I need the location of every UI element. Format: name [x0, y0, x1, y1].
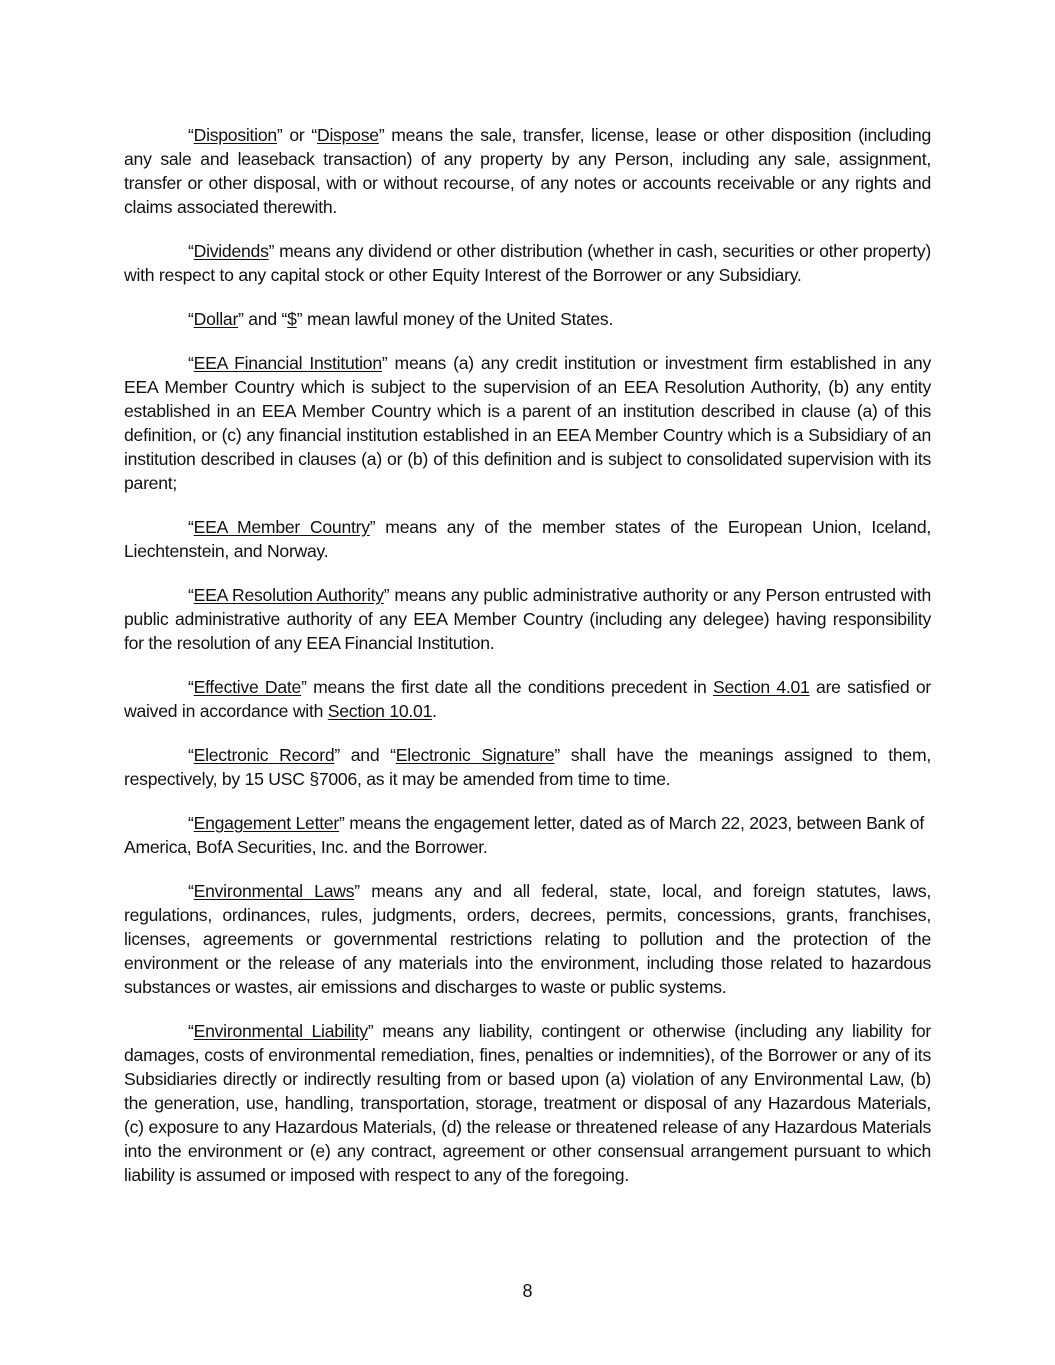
definition-eea-member-country: “EEA Member Country” means any of the member states of the European Union, Iceland, Liechtenstein, and Norway. — [124, 517, 931, 561]
definition-dollar: “Dollar” and “$” mean lawful money of the United States. — [188, 309, 614, 329]
definition-environmental-liability: “Environmental Liability” means any liability, contingent or otherwise (including any liability for damages, costs of environmental remediation, fines, penalties or indemnities), of the Borrower or any of its Subsidiaries directly or indirectly resulting from or based upon (a) violation of any Environmental Law, (b) the generation, use, handling, transportation, storage, treatment or disposal of any Hazardous Materials, (c) exposure to any Hazardous Materials, (d) the release or threatened release of any Hazardous Materials into the environment or (e) any contract, agreement or other consensual arrangement pursuant to which liability is assumed or imposed with respect to any of the foregoing. — [124, 1021, 931, 1185]
defined-term-disposition: Disposition — [193, 125, 277, 145]
defined-term-dollar: Dollar — [193, 309, 239, 329]
defined-term-electronic-signature: Electronic Signature — [395, 745, 555, 765]
definition-eea-financial-institution: “EEA Financial Institution” means (a) any credit institution or investment firm established in any EEA Member Country which is subject to the supervision of an EEA Resolution Authority, (b) any entity established in an EEA Member Country which is a parent of an institution described in clause (a) of this definition, or (c) any financial institution established in an EEA Member Country which is a Subsidiary of an institution described in clauses (a) or (b) of this definition and is subject to consolidated supervision with its parent; — [124, 353, 931, 493]
defined-term-eea-resolution-authority: EEA Resolution Authority — [193, 585, 384, 605]
defined-term-effective-date: Effective Date — [193, 677, 302, 697]
defined-term-electronic-record: Electronic Record — [193, 745, 335, 765]
page-number: 8 — [522, 1281, 533, 1301]
definition-eea-resolution-authority: “EEA Resolution Authority” means any public administrative authority or any Person entrusted with public administrative authority of any EEA Member Country (including any delegee) having responsibility for the resolution of any EEA Financial Institution. — [124, 585, 931, 653]
defined-term-eea-member-country: EEA Member Country — [193, 517, 370, 537]
definition-effective-date: “Effective Date” means the first date all the conditions precedent in Section 4.01 are satisfied or waived in accordance with Section 10.01. — [124, 677, 931, 721]
defined-term-dividends: Dividends — [193, 241, 269, 261]
defined-term-dollar-sign: $ — [287, 309, 297, 329]
definition-disposition: “Disposition” or “Dispose” means the sale, transfer, license, lease or other disposition (including any sale and leaseback transaction) of any property by any Person, including any sale, assignment, transfer or other disposal, with or without recourse, of any notes or accounts receivable or any rights and claims associated therewith. — [124, 125, 931, 217]
definitions-section — [124, 123, 931, 1207]
defined-term-environmental-liability: Environmental Liability — [193, 1021, 368, 1041]
definition-engagement-letter: “Engagement Letter” means the engagement letter, dated as of March 22, 2023, between Bank of America, BofA Securities, Inc. and the Borrower. — [124, 813, 924, 857]
section-10-01-reference: Section 10.01 — [327, 701, 433, 721]
defined-term-dispose: Dispose — [316, 125, 379, 145]
section-4-01-reference: Section 4.01 — [713, 677, 810, 697]
definition-electronic-record: “Electronic Record” and “Electronic Signature” shall have the meanings assigned to them, respectively, by 15 USC §7006, as it may be amended from time to time. — [124, 745, 931, 789]
defined-term-environmental-laws: Environmental Laws — [193, 881, 355, 901]
definition-dividends: “Dividends” means any dividend or other distribution (whether in cash, securities or other property) with respect to any capital stock or other Equity Interest of the Borrower or any Subsidiary. — [124, 241, 931, 285]
defined-term-eea-financial-institution: EEA Financial Institution — [193, 353, 382, 373]
definition-environmental-laws: “Environmental Laws” means any and all federal, state, local, and foreign statutes, laws, regulations, ordinances, rules, judgments, orders, decrees, permits, concessions, grants, franchises, licenses, agreements or governmental restrictions relating to pollution and the protection of the environment or the release of any materials into the environment, including those related to hazardous substances or wastes, air emissions and discharges to waste or public systems. — [124, 881, 932, 997]
defined-term-engagement-letter: Engagement Letter — [193, 813, 340, 833]
